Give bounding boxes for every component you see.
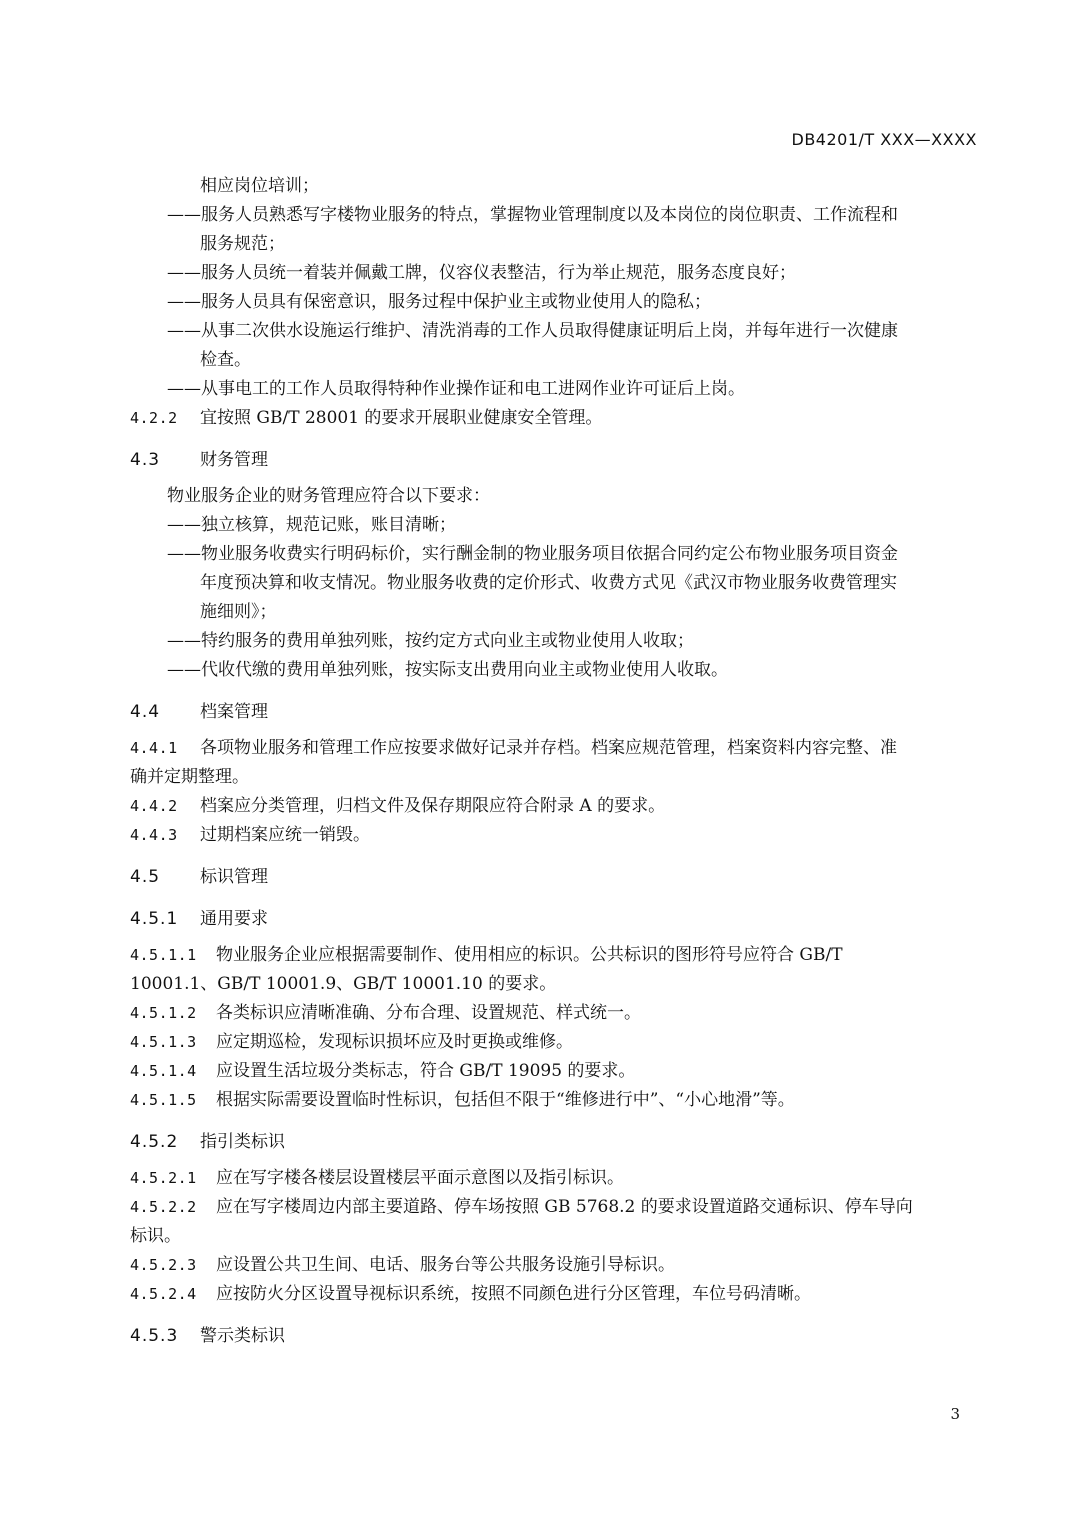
section-title: 标识管理 (200, 867, 268, 887)
clause-4-5-2-1 (130, 1164, 978, 1193)
list-item-continuation: 服务规范； (200, 234, 285, 254)
list-item: ——代收代缴的费用单独列账，按实际支出费用向业主或物业使用人收取。 (167, 660, 728, 680)
clause-4-5-2-4 (130, 1280, 978, 1309)
section-title: 警示类标识 (200, 1326, 285, 1346)
clause-number: 4.5.1.5 (130, 1091, 197, 1109)
page-number: 3 (950, 1405, 960, 1423)
list-item: ——服务人员统一着装并佩戴工牌，仪容仪表整洁，行为举止规范，服务态度良好； (167, 263, 796, 283)
clause-number: 4.5.2.4 (130, 1285, 197, 1303)
clause-text: 各类标识应清晰准确、分布合理、设置规范、样式统一。 (216, 1003, 641, 1023)
clause-4-5-2-3 (130, 1251, 978, 1280)
clause-number: 4.4.3 (130, 826, 178, 844)
list-item: ——物业服务收费实行明码标价，实行酬金制的物业服务项目依据合同约定公布物业服务项目资金 (167, 544, 898, 564)
clause-text: 档案应分类管理，归档文件及保存期限应符合附录 A 的要求。 (200, 796, 666, 816)
clause-number: 4.4.2 (130, 797, 178, 815)
clause-4-5-1-1 (130, 941, 978, 970)
clause-number: 4.5.1.4 (130, 1062, 197, 1080)
clause-text: 宜按照 GB/T 28001 的要求开展职业健康安全管理。 (200, 408, 603, 428)
clause-number: 4.4.1 (130, 739, 178, 757)
clause-text: 物业服务企业应根据需要制作、使用相应的标识。公共标识的图形符号应符合 GB/T (216, 945, 843, 965)
clause-4-5-1-4 (130, 1057, 978, 1086)
clause-continuation: 10001.1、GB/T 10001.9、GB/T 10001.10 的要求。 (130, 974, 557, 994)
clause-number: 4.5.2.1 (130, 1169, 197, 1187)
section-intro: 物业服务企业的财务管理应符合以下要求： (167, 486, 490, 506)
section-heading-4-5-1 (130, 905, 978, 934)
clause-4-5-2-2 (130, 1193, 978, 1222)
section-heading-4-5-2 (130, 1128, 978, 1157)
clause-4-5-1-5 (130, 1086, 978, 1115)
clause-number: 4.2.2 (130, 409, 178, 427)
clause-4-5-1-2 (130, 999, 978, 1028)
clause-4-4-1 (130, 734, 978, 763)
clause-4-2-2 (130, 404, 978, 433)
clause-number: 4.5.2.3 (130, 1256, 197, 1274)
list-item: ——特约服务的费用单独列账，按约定方式向业主或物业使用人收取； (167, 631, 694, 651)
clause-text: 各项物业服务和管理工作应按要求做好记录并存档。档案应规范管理，档案资料内容完整、准 (200, 738, 897, 758)
section-number: 4.5 (130, 867, 161, 887)
list-item: ——从事电工的工作人员取得特种作业操作证和电工进网作业许可证后上岗。 (167, 379, 745, 399)
clause-4-4-3 (130, 821, 978, 850)
section-heading-4-3 (130, 446, 978, 475)
section-number: 4.3 (130, 450, 161, 470)
clause-4-5-1-3 (130, 1028, 978, 1057)
clause-text: 过期档案应统一销毁。 (200, 825, 370, 845)
clause-text: 应定期巡检，发现标识损坏应及时更换或维修。 (216, 1032, 573, 1052)
clause-4-4-2 (130, 792, 978, 821)
list-item-continuation: 施细则》； (200, 602, 277, 622)
section-heading-4-5 (130, 863, 978, 892)
list-item: ——服务人员熟悉写字楼物业服务的特点，掌握物业管理制度以及本岗位的岗位职责、工作流程和 (167, 205, 898, 225)
clause-text: 应按防火分区设置导视标识系统，按照不同颜色进行分区管理，车位号码清晰。 (216, 1284, 811, 1304)
page-content (130, 172, 978, 1358)
clause-number: 4.5.1.2 (130, 1004, 197, 1022)
clause-text: 应在写字楼各楼层设置楼层平面示意图以及指引标识。 (216, 1168, 624, 1188)
section-heading-4-5-3 (130, 1322, 978, 1351)
clause-text: 根据实际需要设置临时性标识，包括但不限于“维修进行中”、“小心地滑”等。 (216, 1090, 795, 1110)
list-item-continuation: 年度预决算和收支情况。物业服务收费的定价形式、收费方式见《武汉市物业服务收费管理实 (200, 573, 897, 593)
section-number: 4.5.1 (130, 909, 179, 929)
clause-number: 4.5.2.2 (130, 1198, 197, 1216)
section-heading-4-4 (130, 698, 978, 727)
section-number: 4.5.3 (130, 1326, 179, 1346)
section-title: 指引类标识 (200, 1132, 285, 1152)
clause-text: 应设置公共卫生间、电话、服务台等公共服务设施引导标识。 (216, 1255, 675, 1275)
clause-continuation: 标识。 (130, 1226, 181, 1246)
clause-number: 4.5.1.1 (130, 946, 197, 964)
section-number: 4.4 (130, 702, 161, 722)
list-item-continuation: 检查。 (200, 350, 251, 370)
list-item-continuation: 相应岗位培训； (200, 176, 319, 196)
section-number: 4.5.2 (130, 1132, 179, 1152)
clause-text: 应在写字楼周边内部主要道路、停车场按照 GB 5768.2 的要求设置道路交通标识、停车导向 (216, 1197, 913, 1217)
section-title: 财务管理 (200, 450, 268, 470)
clause-number: 4.5.1.3 (130, 1033, 197, 1051)
section-title: 通用要求 (200, 909, 268, 929)
document-code: DB4201/T XXX—XXXX (791, 130, 977, 149)
clause-continuation: 确并定期整理。 (130, 767, 249, 787)
clause-text: 应设置生活垃圾分类标志，符合 GB/T 19095 的要求。 (216, 1061, 636, 1081)
list-item: ——独立核算，规范记账，账目清晰； (167, 515, 456, 535)
list-item: ——服务人员具有保密意识，服务过程中保护业主或物业使用人的隐私； (167, 292, 711, 312)
section-title: 档案管理 (200, 702, 268, 722)
list-item: ——从事二次供水设施运行维护、清洗消毒的工作人员取得健康证明后上岗，并每年进行一次健康 (167, 321, 898, 341)
